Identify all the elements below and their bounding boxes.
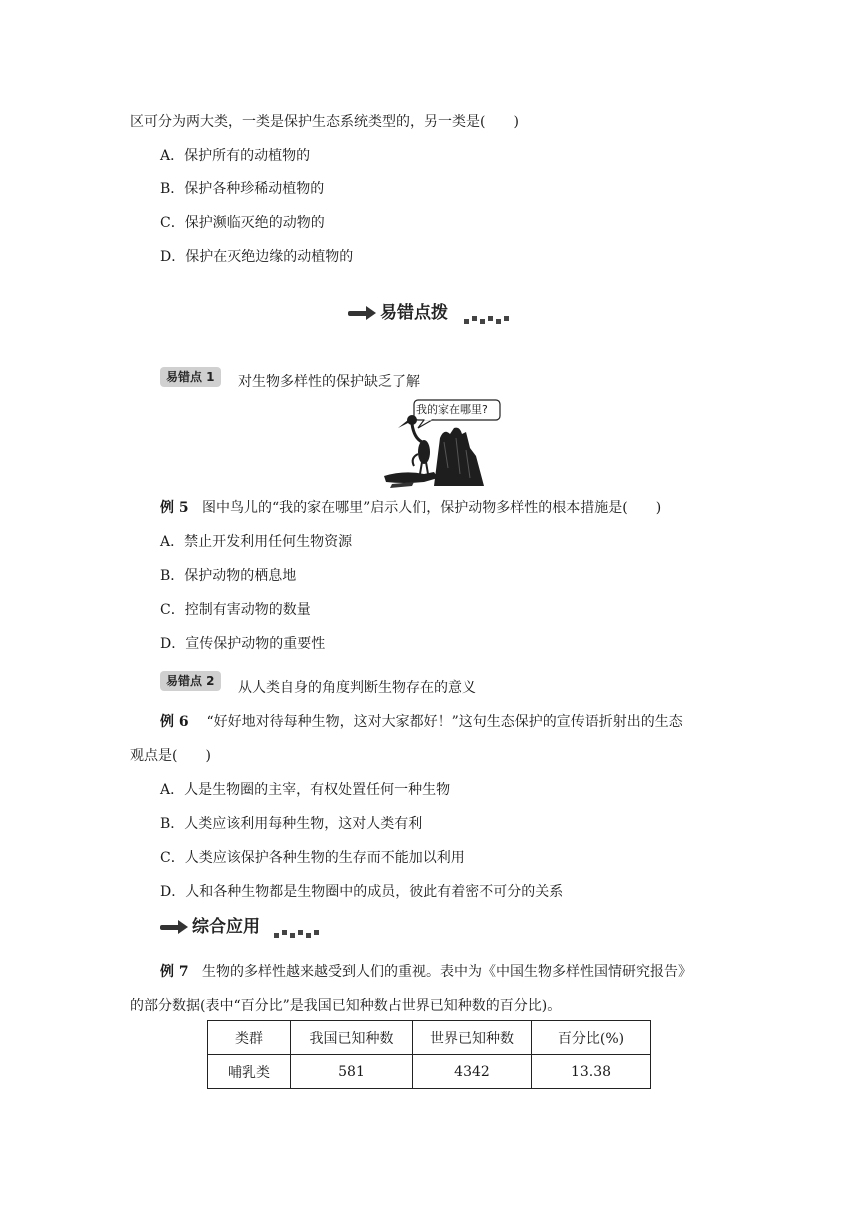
speech-bubble-text: 我的家在哪里?	[416, 403, 488, 416]
option-d: D．保护在灭绝边缘的动植物的	[160, 249, 354, 265]
example-label: 例 7	[160, 964, 189, 980]
example-label: 例 5	[160, 500, 189, 516]
example-6	[160, 712, 683, 732]
error-point-title: 对生物多样性的保护缺乏了解	[238, 374, 420, 390]
table-cell: 581	[291, 1055, 413, 1089]
table-cell: 13.38	[532, 1055, 651, 1089]
ex5-option-c: C．控制有害动物的数量	[160, 602, 311, 618]
table-header-cell: 我国已知种数	[291, 1021, 413, 1055]
option-b: B．保护各种珍稀动植物的	[160, 181, 325, 197]
section-banner-errors	[348, 302, 518, 324]
error-point-tag: 易错点 2	[160, 671, 221, 691]
ex6-option-d: D．人和各种生物都是生物圈中的成员，彼此有着密不可分的关系	[160, 884, 564, 900]
option-c: C．保护濒临灭绝的动物的	[160, 215, 325, 231]
error-point-tag: 易错点 1	[160, 367, 221, 387]
example-5	[160, 498, 661, 518]
section-banner-application	[160, 916, 330, 938]
option-a: A．保护所有的动植物的	[160, 148, 311, 164]
ex5-option-d: D．宣传保护动物的重要性	[160, 636, 326, 652]
example-7	[160, 962, 692, 982]
ex6-option-c: C．人类应该保护各种生物的生存而不能加以利用	[160, 850, 465, 866]
ex6-option-b: B．人类应该利用每种生物，这对人类有利	[160, 816, 423, 832]
ex6-option-a: A．人是生物圈的主宰，有权处置任何一种生物	[160, 782, 451, 798]
section-title: 综合应用	[192, 917, 260, 937]
example-text: 生物的多样性越来越受到人们的重视。表中为《中国生物多样性国情研究报告》	[201, 964, 692, 980]
example-text-cont: 的部分数据(表中“百分比”是我国已知种数占世界已知种数的百分比)。	[130, 998, 562, 1014]
data-table	[207, 1020, 651, 1089]
section-title: 易错点拨	[380, 303, 448, 323]
ex5-option-b: B．保护动物的栖息地	[160, 568, 297, 584]
table-cell: 哺乳类	[208, 1055, 291, 1089]
question-stem: 区可分为两大类，一类是保护生态系统类型的，另一类是( )	[130, 114, 519, 130]
error-point-title: 从人类自身的角度判断生物存在的意义	[238, 680, 476, 696]
table-row	[208, 1055, 651, 1089]
table-header-cell: 百分比(%)	[532, 1021, 651, 1055]
table-cell: 4342	[413, 1055, 532, 1089]
table-header-cell: 类群	[208, 1021, 291, 1055]
bird-illustration	[384, 398, 504, 488]
example-label: 例 6	[160, 714, 189, 730]
table-header-row	[208, 1021, 651, 1055]
table-header-cell: 世界已知种数	[413, 1021, 532, 1055]
ex5-option-a: A．禁止开发利用任何生物资源	[160, 534, 353, 550]
example-text: “好好地对待每种生物，这对大家都好！”这句生态保护的宣传语折射出的生态	[206, 714, 683, 730]
example-text-cont: 观点是( )	[130, 748, 211, 764]
example-text: 图中鸟儿的“我的家在哪里”启示人们，保护动物多样性的根本措施是( )	[201, 500, 662, 516]
